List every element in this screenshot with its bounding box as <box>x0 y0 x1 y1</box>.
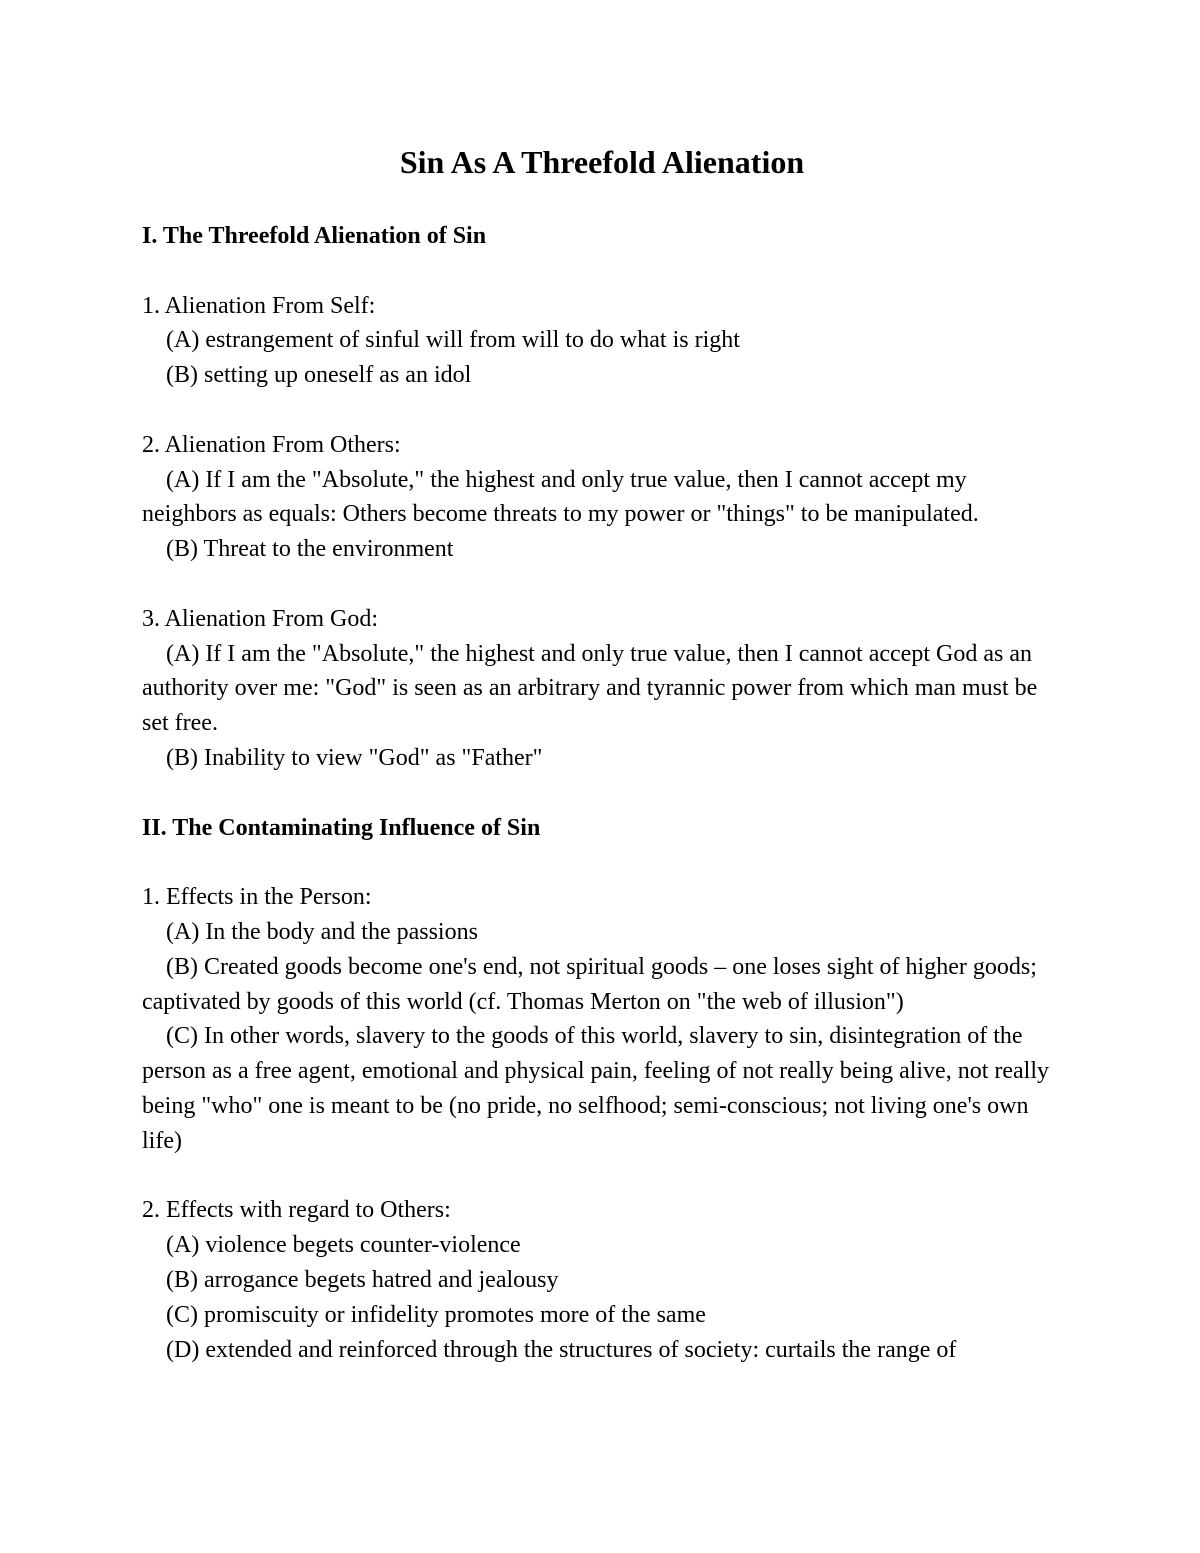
section-heading: II. The Contaminating Influence of Sin <box>142 814 541 841</box>
list-item: (A) estrangement of sinful will from will to do what is right <box>166 327 740 354</box>
group-alienation-from-god <box>142 602 1062 776</box>
list-item: (B) Threat to the environment <box>166 536 454 563</box>
section-contaminating-influence <box>142 811 1062 1368</box>
group-title: 3. Alienation From God: <box>142 605 378 632</box>
list-item: (C) In other words, slavery to the goods of this world, slavery to sin, disintegration of the person as a free agent, emotional and physical pain, feeling of not really being alive, not really being "who" one is meant to be (no pride, no selfhood; semi-conscious; not living one's own life) <box>142 1023 1050 1154</box>
group-effects-in-person <box>142 880 1062 1158</box>
group-alienation-from-self <box>142 289 1062 393</box>
list-item: (A) If I am the "Absolute," the highest and only true value, then I cannot accept my neighbors as equals: Others become threats to my power or "things" to be manipulated. <box>142 466 979 528</box>
list-item: (D) extended and reinforced through the structures of society: curtails the range of <box>166 1336 957 1363</box>
group-title: 1. Effects in the Person: <box>142 884 372 911</box>
group-title: 2. Alienation From Others: <box>142 431 401 458</box>
list-item: (B) Inability to view "God" as "Father" <box>166 744 543 771</box>
section-heading: I. The Threefold Alienation of Sin <box>142 223 487 249</box>
list-item: (B) Created goods become one's end, not spiritual goods – one loses sight of higher goods; captivated by goods of this world (cf. Thomas Merton on "the web of illusion") <box>142 953 1037 1015</box>
list-item: (A) If I am the "Absolute," the highest and only true value, then I cannot accept God as an authority over me: "God" is seen as an arbitrary and tyrannic power from which man must be set free. <box>142 640 1038 737</box>
group-alienation-from-others <box>142 428 1062 567</box>
list-item: (B) setting up oneself as an idol <box>166 362 472 389</box>
list-item: (C) promiscuity or infidelity promotes more of the same <box>166 1301 706 1328</box>
section-threefold-alienation <box>142 219 1062 776</box>
list-item: (A) In the body and the passions <box>166 918 478 945</box>
document-body <box>142 138 1062 1402</box>
list-item: (A) violence begets counter-violence <box>166 1232 521 1259</box>
list-item: (B) arrogance begets hatred and jealousy <box>166 1266 559 1293</box>
group-title: 1. Alienation From Self: <box>142 292 376 319</box>
group-title: 2. Effects with regard to Others: <box>142 1197 451 1224</box>
document-title: Sin As A Threefold Alienation <box>399 144 805 180</box>
group-effects-with-others <box>142 1193 1062 1367</box>
